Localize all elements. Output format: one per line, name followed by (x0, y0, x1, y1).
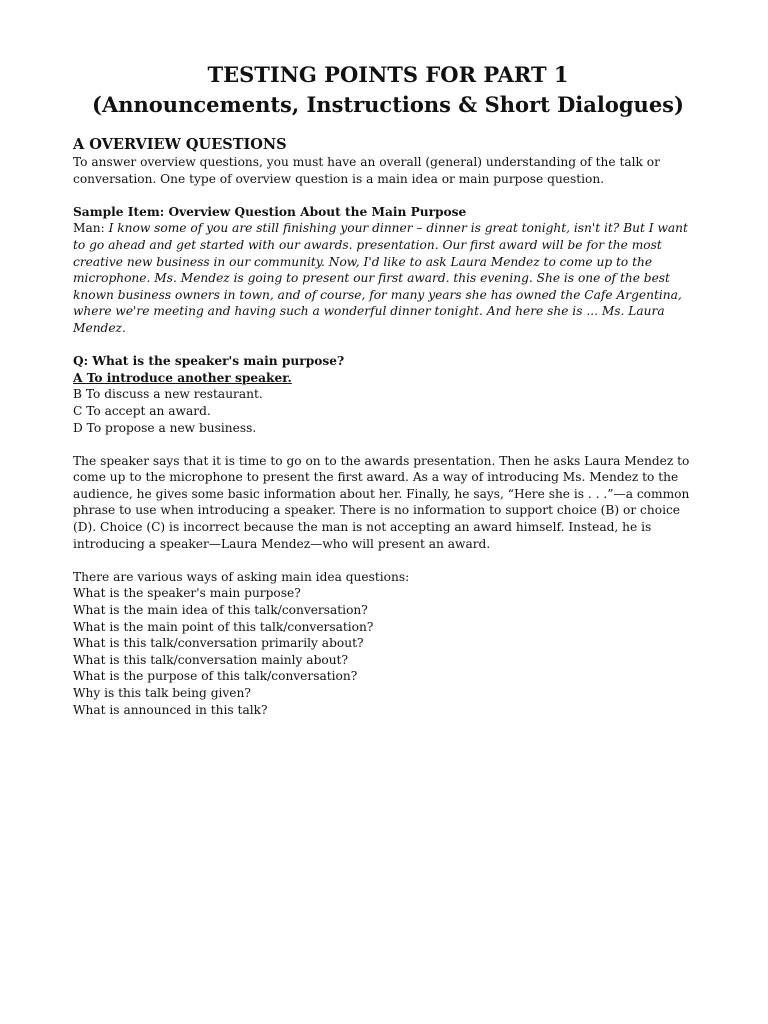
option-a: A To introduce another speaker. (73, 370, 292, 385)
list-item: What is this talk/conversation primarily about? (73, 636, 364, 651)
list-item: What is announced in this talk? (73, 702, 268, 717)
title-line-1: TESTING POINTS FOR PART 1 (207, 62, 569, 87)
title-line-2: (Announcements, Instructions & Short Dialogues) (92, 92, 684, 117)
option-b: B To discuss a new restaurant. (73, 387, 263, 402)
document-page (73, 60, 703, 718)
list-item: Why is this talk being given? (73, 686, 251, 700)
list-item: What is the speaker's main purpose? (73, 586, 301, 601)
question-prompt: Q: What is the speaker's main purpose? (73, 354, 345, 369)
transcript-text: I know some of you are still finishing your dinner – dinner is great tonight, isn't it? But I want to go ahead and get started with our awards. presentation. Our first award will be for the most creative new business in our community. Now, I'd like to ask Laura Mendez to come up to the microphone. Ms. Mendez is going to present our first award. this evening. She is one of the best known business owners in town, and of course, for many years she has owned the Cafe Argentina, where we're meeting and having such a wonderful dinner tonight. And here she is ... Ms. Laura Mendez. (73, 221, 688, 335)
option-c: C To accept an award. (73, 403, 211, 418)
answer-options (73, 370, 703, 436)
ways-intro: There are various ways of asking main idea questions: (73, 569, 410, 584)
document-title (73, 60, 703, 120)
speaker-label: Man: (73, 221, 109, 236)
list-item: What is the main idea of this talk/conversation? (73, 603, 368, 618)
section-intro: To answer overview questions, you must have an overall (general) understanding of the talk or conversation. One type of overview question is a main idea or main purpose question. (73, 155, 660, 186)
list-item: What is the main point of this talk/conversation? (73, 619, 374, 634)
sample-transcript (73, 220, 703, 336)
question-variants-list (73, 585, 703, 718)
explanation: The speaker says that it is time to go on to the awards presentation. Then he asks Laura Mendez to come up to the microphone to present the first award. As a way of introducing Ms. Mendez to the audience, he gives some basic information about her. Finally, he says, “Here she is . . .”—a common phrase to use when introducing a speaker. There is no information to support choice (B) or choice (D). Choice (C) is incorrect because the man is not accepting an award himself. Instead, he is introducing a speaker—Laura Mendez—who will present an award. (73, 453, 690, 551)
option-d: D To propose a new business. (73, 420, 257, 435)
section-heading: A OVERVIEW QUESTIONS (73, 136, 287, 153)
sample-heading: Sample Item: Overview Question About the Main Purpose (73, 204, 467, 219)
list-item: What is this talk/conversation mainly about? (73, 652, 348, 667)
list-item: What is the purpose of this talk/conversation? (73, 669, 358, 684)
